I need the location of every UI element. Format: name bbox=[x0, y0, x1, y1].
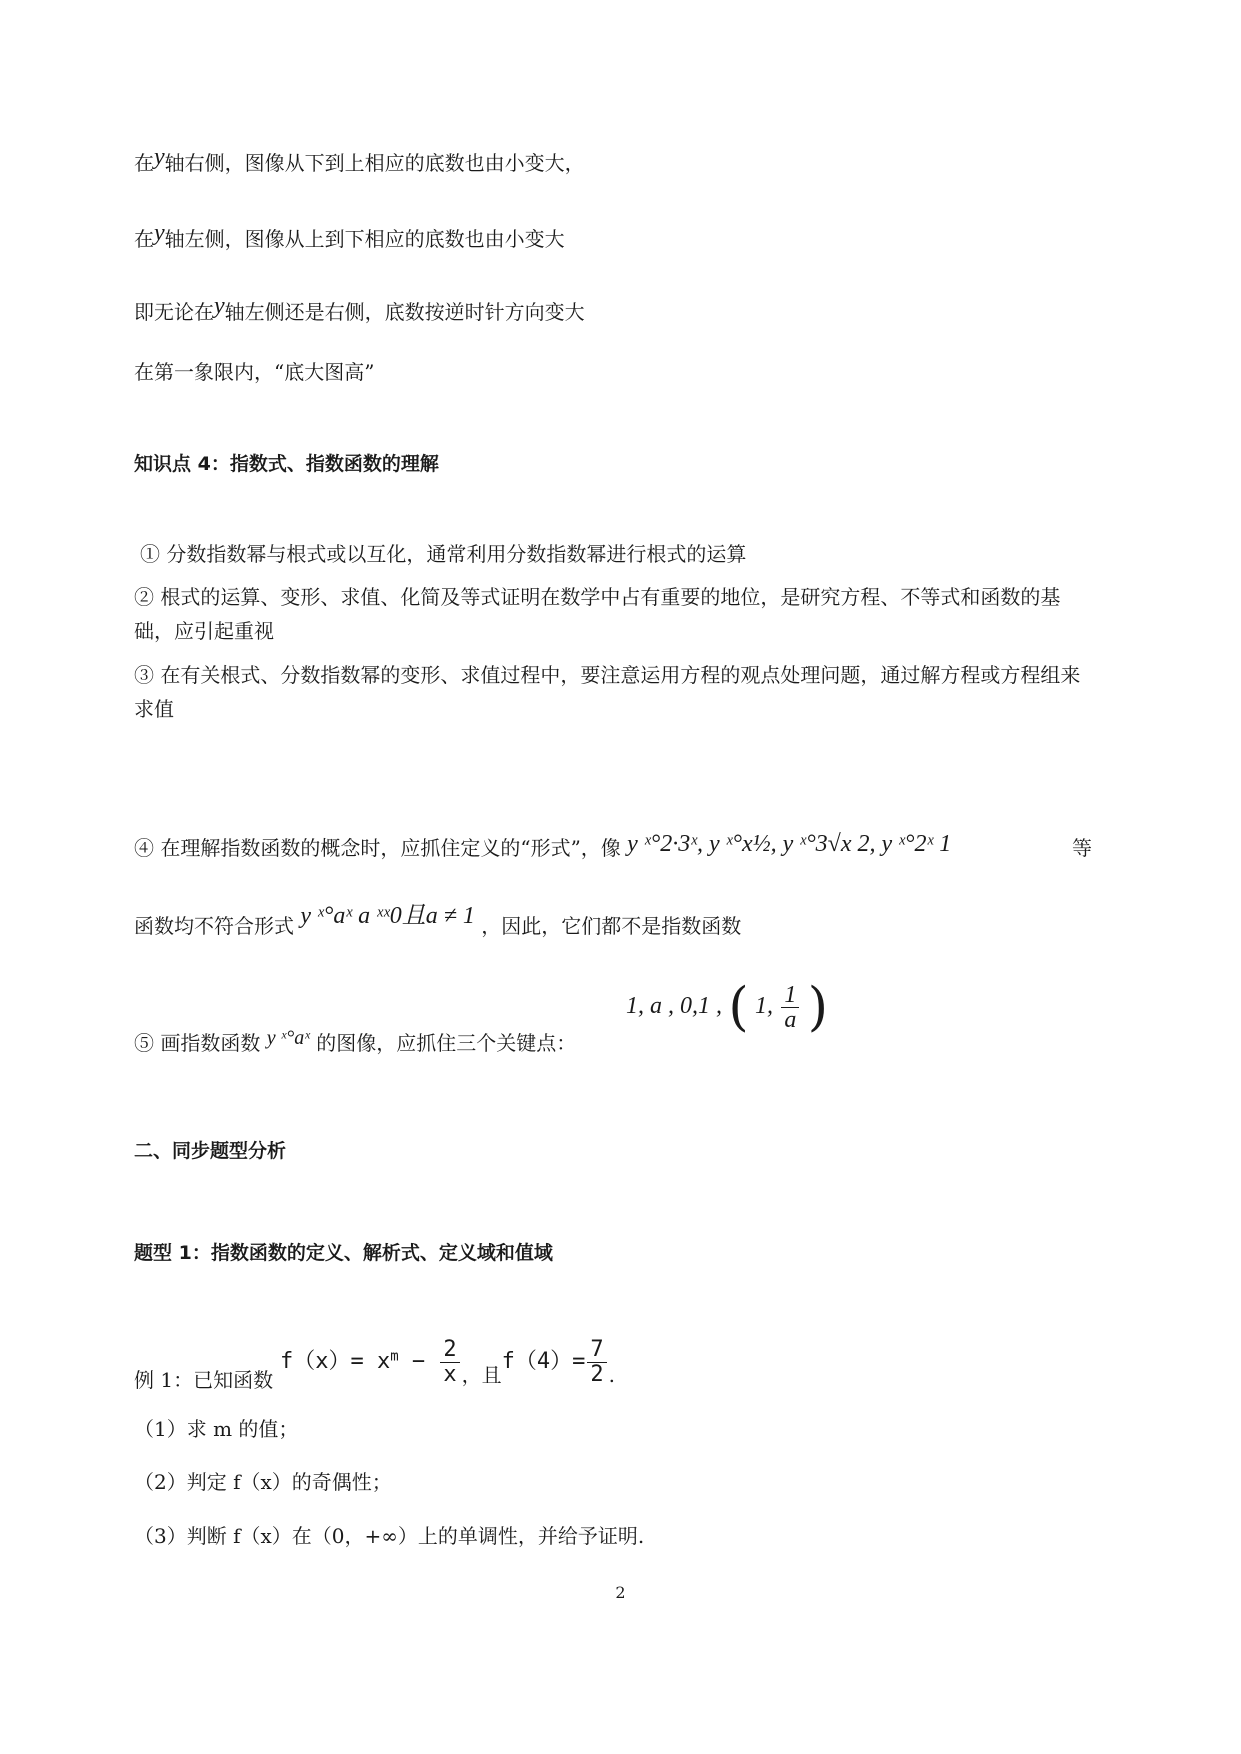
var-y: y bbox=[214, 293, 225, 319]
question-2: （2）判定 f（x）的奇偶性； bbox=[134, 1470, 392, 1494]
fraction-2-over-x: $\frac{2}{x}$ bbox=[440, 1338, 459, 1387]
type1-heading: 题型 1：指数函数的定义、解析式、定义域和值域 bbox=[134, 1242, 553, 1264]
knowledge4-item-1: ① 分数指数幂与根式或以互化，通常利用分数指数幂进行根式的运算 bbox=[140, 542, 747, 566]
example1-label: 例 1：已知函数 bbox=[134, 1368, 274, 1392]
var-y: y bbox=[154, 144, 165, 170]
fraction-7-over-2: $\frac{7}{2}$ bbox=[587, 1338, 606, 1387]
intro-line-2: 在y轴左侧，图像从上到下相应的底数也由小变大 bbox=[134, 220, 565, 251]
intro-line-3: 即无论在y轴左侧还是右侧，底数按逆时针方向变大 bbox=[134, 293, 585, 324]
knowledge4-item-5: ⑤ 画指数函数 y ˣ°aˣ 的图像，应抓住三个关键点： bbox=[134, 1027, 577, 1055]
page-number: 2 bbox=[615, 1583, 626, 1602]
knowledge4-item-3: ③ 在有关根式、分数指数幂的变形、求值过程中，要注意运用方程的观点处理问题，通过解方程或方程组来求值 bbox=[134, 663, 1081, 721]
knowledge4-item-4a: ④ 在理解指数函数的概念时，应抓住定义的“形式”，像 y ˣ°2·3ˣ, y ˣ°x½, y ˣ°3√x 2, y ˣ°2ˣ 1 等 bbox=[134, 831, 1092, 860]
knowledge4-item-4b: 函数均不符合形式 y ˣ°aˣ a ˣˣ0且a ≠ 1 ，因此，它们都不是指数函数 bbox=[134, 903, 742, 938]
formula-counterexamples: y ˣ°2·3ˣ, y ˣ°x½, y ˣ°3√x 2, y ˣ°2ˣ 1 bbox=[627, 831, 952, 857]
question-1: （1）求 m 的值； bbox=[134, 1417, 299, 1441]
formula-standard-form: y ˣ°aˣ a ˣˣ0且a ≠ 1 bbox=[300, 903, 475, 929]
knowledge4-heading: 知识点 4：指数式、指数函数的理解 bbox=[134, 453, 439, 475]
key-points: 1, a , 0,1 , ( 1, $\frac{1}{a}$ ) bbox=[626, 977, 829, 1038]
formula-exp-func: y ˣ°aˣ bbox=[266, 1027, 310, 1049]
left-paren-icon: ( bbox=[728, 977, 749, 1038]
example1-formula: $f(x)= x^m$ − $\frac{2}{x}$ ，且f（4）= $\frac{7}{2}$ . bbox=[280, 1337, 616, 1387]
var-y: y bbox=[154, 220, 165, 246]
question-3: （3）判断 f（x）在（0，+∞）上的单调性，并给予证明. bbox=[134, 1524, 645, 1548]
intro-line-4: 在第一象限内，“底大图高” bbox=[134, 360, 375, 384]
section2-heading: 二、同步题型分析 bbox=[134, 1140, 287, 1162]
right-paren-icon: ) bbox=[807, 977, 829, 1038]
key-points-text: 1, a , 0,1 , bbox=[626, 993, 722, 1019]
fraction-one-over-a: $\frac{1}{a}$ bbox=[781, 983, 799, 1032]
knowledge4-item-2: ② 根式的运算、变形、求值、化简及等式证明在数学中占有重要的地位，是研究方程、不等式和函数的基础，应引起重视 bbox=[134, 585, 1061, 643]
intro-line-1: 在y轴右侧，图像从下到上相应的底数也由小变大， bbox=[134, 144, 585, 175]
